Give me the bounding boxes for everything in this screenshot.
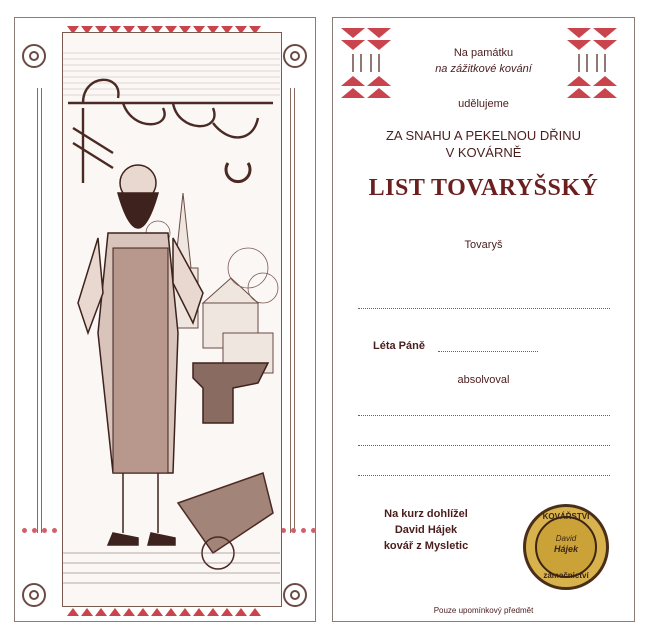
certificate-title: LIST TOVARYŠSKÝ (368, 175, 599, 201)
footer-note: Pouze upomínkový předmět (433, 606, 534, 615)
certificate-panel (332, 17, 635, 622)
reason-line-2: V KOVÁRNĚ (445, 145, 522, 160)
illustration-panel (14, 17, 316, 622)
corner-ornament-icon (283, 44, 307, 68)
dot-ornament (281, 528, 316, 533)
journeyman-label: Tovaryš (464, 239, 503, 251)
blacksmith-drawing-icon (63, 33, 280, 605)
completed-line-3 (358, 475, 610, 476)
supervisor-line-2: David Hájek (394, 524, 458, 536)
blacksmith-illustration (62, 32, 282, 607)
completed-line-1 (358, 415, 610, 416)
seal-top-text: KOVÁŘSTVÍ (542, 512, 590, 521)
left-border-rule (37, 88, 38, 533)
supervisor-line-1: Na kurz dohlížel (384, 508, 468, 520)
supervisor-block (351, 508, 501, 552)
corner-ornament-icon (283, 583, 307, 607)
seal-name-1: David (555, 534, 577, 543)
dot-ornament (22, 528, 57, 533)
completed-label: absolvoval (457, 374, 510, 386)
year-line (438, 351, 538, 352)
completed-line-2 (358, 445, 610, 446)
seal-name-2: Hájek (553, 544, 579, 554)
reason-line-1: ZA SNAHU A PEKELNOU DŘINU (385, 128, 582, 143)
left-border-rule-2 (41, 88, 42, 533)
journeyman-name-line (358, 308, 610, 309)
corner-ornament-icon (22, 583, 46, 607)
keepsake-line-1: Na památku (453, 47, 514, 59)
triangle-border-bottom (67, 608, 261, 616)
awarded-text: udělujeme (458, 98, 509, 110)
keepsake-line-2: na zážitkové kování (435, 63, 532, 75)
right-border-rule (290, 88, 291, 533)
right-border-rule-2 (294, 88, 295, 533)
corner-ornament-icon (22, 44, 46, 68)
supervisor-line-3: kovář z Mysletic (383, 540, 469, 552)
year-label: Léta Páně (373, 340, 425, 352)
blacksmith-seal-icon (523, 504, 609, 590)
seal-bottom-text: zámečnictví (543, 571, 589, 580)
